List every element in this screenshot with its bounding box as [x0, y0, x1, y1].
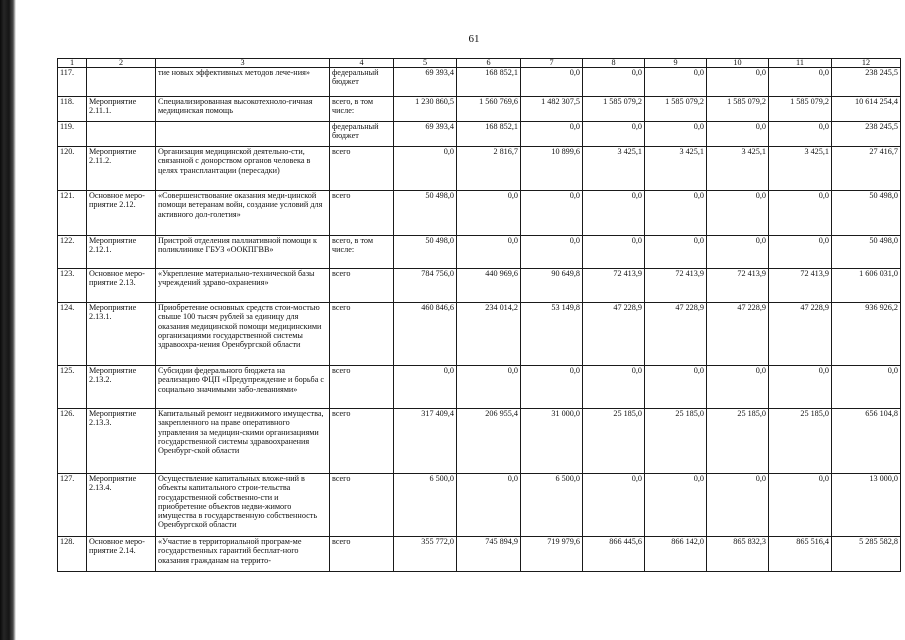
- value-cell: 90 649,8: [521, 269, 583, 303]
- row-index: 124.: [58, 303, 87, 366]
- table-row: [58, 366, 901, 409]
- value-cell: 0,0: [707, 236, 769, 269]
- funding-source-cell: всего: [330, 474, 394, 537]
- value-cell: 0,0: [645, 236, 707, 269]
- value-cell: 0,0: [583, 68, 645, 97]
- value-cell: 0,0: [645, 474, 707, 537]
- value-cell: 27 416,7: [832, 147, 901, 191]
- event-cell: Мероприятие 2.11.1.: [87, 97, 156, 122]
- value-cell: 47 228,9: [769, 303, 832, 366]
- value-cell: 0,0: [457, 191, 521, 236]
- table-row: [58, 122, 901, 147]
- value-cell: 0,0: [521, 191, 583, 236]
- value-cell: 866 142,0: [645, 537, 707, 572]
- name-cell: Приобретение основных средств стои-мостью свыше 100 тысяч рублей за единицу для оказания медицинской помощи медицинскими организациями государственной системы здравоохра-нения Оренбургской области: [156, 303, 330, 366]
- value-cell: 0,0: [583, 366, 645, 409]
- value-cell: 440 969,6: [457, 269, 521, 303]
- value-cell: 47 228,9: [583, 303, 645, 366]
- name-cell: Капитальный ремонт недвижимого имущества, закрепленного на праве оперативного управления за медицин-скими организациями государственной системы здравоохранения Оренбург-ской области: [156, 409, 330, 474]
- value-cell: 0,0: [583, 474, 645, 537]
- funding-source-cell: всего: [330, 269, 394, 303]
- column-header: 4: [330, 59, 394, 68]
- value-cell: 0,0: [521, 122, 583, 147]
- value-cell: 72 413,9: [583, 269, 645, 303]
- name-cell: Специализированная высокотехноло-гичная медицинская помощь: [156, 97, 330, 122]
- page-number: 61: [468, 33, 480, 45]
- value-cell: 0,0: [645, 366, 707, 409]
- row-index: 118.: [58, 97, 87, 122]
- funding-source-cell: федеральный бюджет: [330, 68, 394, 97]
- value-cell: 47 228,9: [707, 303, 769, 366]
- name-cell: Организация медицинской деятельно-сти, связанной с донорством органов человека в целях трансплантации (пересадки): [156, 147, 330, 191]
- row-index: 126.: [58, 409, 87, 474]
- value-cell: 25 185,0: [707, 409, 769, 474]
- table-row: [58, 68, 901, 97]
- value-cell: 1 585 079,2: [707, 97, 769, 122]
- value-cell: 0,0: [521, 366, 583, 409]
- value-cell: 865 516,4: [769, 537, 832, 572]
- value-cell: 1 482 307,5: [521, 97, 583, 122]
- value-cell: 460 846,6: [394, 303, 457, 366]
- value-cell: 50 498,0: [394, 191, 457, 236]
- value-cell: 0,0: [521, 236, 583, 269]
- event-cell: [87, 68, 156, 97]
- value-cell: 3 425,1: [769, 147, 832, 191]
- table-row: [58, 191, 901, 236]
- value-cell: 0,0: [707, 474, 769, 537]
- value-cell: 6 500,0: [521, 474, 583, 537]
- value-cell: 2 816,7: [457, 147, 521, 191]
- value-cell: 50 498,0: [394, 236, 457, 269]
- event-cell: Мероприятие 2.13.1.: [87, 303, 156, 366]
- value-cell: 1 585 079,2: [645, 97, 707, 122]
- event-cell: [87, 122, 156, 147]
- value-cell: 13 000,0: [832, 474, 901, 537]
- row-index: 127.: [58, 474, 87, 537]
- value-cell: 0,0: [645, 122, 707, 147]
- column-number-row: [58, 59, 901, 68]
- event-cell: Основное меро-приятие 2.14.: [87, 537, 156, 572]
- event-cell: Мероприятие 2.13.4.: [87, 474, 156, 537]
- table-row: [58, 147, 901, 191]
- value-cell: 0,0: [394, 147, 457, 191]
- value-cell: 0,0: [769, 366, 832, 409]
- value-cell: 69 393,4: [394, 68, 457, 97]
- value-cell: 1 606 031,0: [832, 269, 901, 303]
- value-cell: 317 409,4: [394, 409, 457, 474]
- value-cell: 0,0: [707, 366, 769, 409]
- event-cell: Мероприятие 2.13.3.: [87, 409, 156, 474]
- row-index: 123.: [58, 269, 87, 303]
- value-cell: 865 832,3: [707, 537, 769, 572]
- value-cell: 0,0: [769, 122, 832, 147]
- column-header: 7: [521, 59, 583, 68]
- value-cell: 69 393,4: [394, 122, 457, 147]
- column-header: 8: [583, 59, 645, 68]
- column-header: 12: [832, 59, 901, 68]
- value-cell: 168 852,1: [457, 122, 521, 147]
- row-index: 119.: [58, 122, 87, 147]
- value-cell: 50 498,0: [832, 191, 901, 236]
- value-cell: 5 285 582,8: [832, 537, 901, 572]
- value-cell: 0,0: [707, 68, 769, 97]
- row-index: 121.: [58, 191, 87, 236]
- value-cell: 0,0: [583, 122, 645, 147]
- value-cell: 0,0: [707, 122, 769, 147]
- value-cell: 1 585 079,2: [769, 97, 832, 122]
- value-cell: 206 955,4: [457, 409, 521, 474]
- value-cell: 1 230 860,5: [394, 97, 457, 122]
- value-cell: 25 185,0: [645, 409, 707, 474]
- value-cell: 25 185,0: [583, 409, 645, 474]
- value-cell: 0,0: [645, 191, 707, 236]
- name-cell: «Совершенствование оказания меди-цинской помощи ветеранам войн, создание условий для активного дол-голетия»: [156, 191, 330, 236]
- table-row: [58, 537, 901, 572]
- event-cell: Основное меро-приятие 2.12.: [87, 191, 156, 236]
- funding-source-cell: всего: [330, 366, 394, 409]
- value-cell: 0,0: [645, 68, 707, 97]
- value-cell: 238 245,5: [832, 122, 901, 147]
- funding-source-cell: всего: [330, 191, 394, 236]
- table-row: [58, 409, 901, 474]
- name-cell: [156, 122, 330, 147]
- column-header: 10: [707, 59, 769, 68]
- name-cell: «Укрепление материально-технической базы учреждений здраво-охранения»: [156, 269, 330, 303]
- value-cell: 0,0: [769, 236, 832, 269]
- funding-source-cell: всего: [330, 409, 394, 474]
- row-index: 117.: [58, 68, 87, 97]
- value-cell: 0,0: [769, 191, 832, 236]
- event-cell: Мероприятие 2.11.2.: [87, 147, 156, 191]
- name-cell: Осуществление капитальных вложе-ний в объекты капитального строи-тельства государственной собственно-сти и приобретение объектов недви-жимого имущества в государственную собственность Оренбургской области: [156, 474, 330, 537]
- column-header: 9: [645, 59, 707, 68]
- value-cell: 0,0: [832, 366, 901, 409]
- scan-binding-edge: [0, 0, 16, 640]
- value-cell: 72 413,9: [707, 269, 769, 303]
- value-cell: 10 614 254,4: [832, 97, 901, 122]
- column-header: 6: [457, 59, 521, 68]
- value-cell: 53 149,8: [521, 303, 583, 366]
- table-row: [58, 269, 901, 303]
- value-cell: 6 500,0: [394, 474, 457, 537]
- value-cell: 31 000,0: [521, 409, 583, 474]
- column-header: 3: [156, 59, 330, 68]
- value-cell: 3 425,1: [707, 147, 769, 191]
- value-cell: 0,0: [583, 191, 645, 236]
- budget-table: [57, 58, 901, 572]
- value-cell: 0,0: [457, 236, 521, 269]
- table-row: [58, 474, 901, 537]
- column-header: 2: [87, 59, 156, 68]
- table-row: [58, 236, 901, 269]
- value-cell: 719 979,6: [521, 537, 583, 572]
- column-header: 1: [58, 59, 87, 68]
- column-header: 5: [394, 59, 457, 68]
- value-cell: 3 425,1: [583, 147, 645, 191]
- value-cell: 25 185,0: [769, 409, 832, 474]
- value-cell: 168 852,1: [457, 68, 521, 97]
- funding-source-cell: всего: [330, 303, 394, 366]
- table-row: [58, 97, 901, 122]
- funding-source-cell: всего: [330, 537, 394, 572]
- event-cell: Основное меро-приятие 2.13.: [87, 269, 156, 303]
- row-index: 122.: [58, 236, 87, 269]
- value-cell: 10 899,6: [521, 147, 583, 191]
- value-cell: 0,0: [457, 366, 521, 409]
- name-cell: «Участие в территориальной програм-ме государственных гарантий бесплат-ного оказания гражданам на террито-: [156, 537, 330, 572]
- column-header: 11: [769, 59, 832, 68]
- event-cell: Мероприятие 2.13.2.: [87, 366, 156, 409]
- value-cell: 1 560 769,6: [457, 97, 521, 122]
- row-index: 128.: [58, 537, 87, 572]
- value-cell: 0,0: [583, 236, 645, 269]
- value-cell: 50 498,0: [832, 236, 901, 269]
- name-cell: Субсидии федерального бюджета на реализацию ФЦП «Предупреждение и борьба с социально значимыми забо-леваниями»: [156, 366, 330, 409]
- row-index: 125.: [58, 366, 87, 409]
- value-cell: 47 228,9: [645, 303, 707, 366]
- value-cell: 1 585 079,2: [583, 97, 645, 122]
- funding-source-cell: всего, в том числе:: [330, 97, 394, 122]
- value-cell: 0,0: [457, 474, 521, 537]
- table-row: [58, 303, 901, 366]
- value-cell: 936 926,2: [832, 303, 901, 366]
- value-cell: 3 425,1: [645, 147, 707, 191]
- value-cell: 0,0: [394, 366, 457, 409]
- value-cell: 0,0: [521, 68, 583, 97]
- value-cell: 784 756,0: [394, 269, 457, 303]
- event-cell: Мероприятие 2.12.1.: [87, 236, 156, 269]
- value-cell: 656 104,8: [832, 409, 901, 474]
- value-cell: 72 413,9: [769, 269, 832, 303]
- value-cell: 0,0: [707, 191, 769, 236]
- value-cell: 355 772,0: [394, 537, 457, 572]
- funding-source-cell: всего, в том числе:: [330, 236, 394, 269]
- name-cell: Пристрой отделения паллиативной помощи к поликлинике ГБУЗ «ООКПГВВ»: [156, 236, 330, 269]
- row-index: 120.: [58, 147, 87, 191]
- value-cell: 234 014,2: [457, 303, 521, 366]
- value-cell: 0,0: [769, 474, 832, 537]
- funding-source-cell: всего: [330, 147, 394, 191]
- name-cell: тие новых эффективных методов лече-ния»: [156, 68, 330, 97]
- value-cell: 72 413,9: [645, 269, 707, 303]
- value-cell: 0,0: [769, 68, 832, 97]
- value-cell: 745 894,9: [457, 537, 521, 572]
- value-cell: 238 245,5: [832, 68, 901, 97]
- value-cell: 866 445,6: [583, 537, 645, 572]
- funding-source-cell: федеральный бюджет: [330, 122, 394, 147]
